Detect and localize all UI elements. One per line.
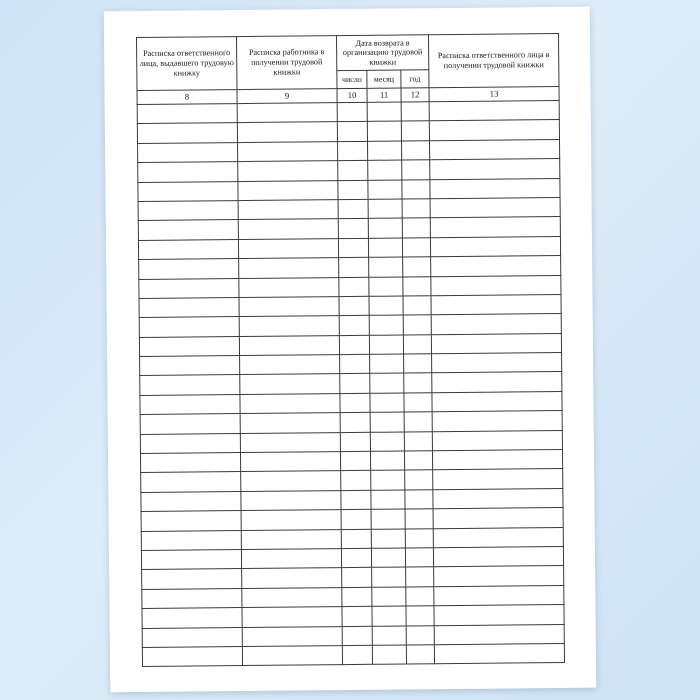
table-cell[interactable] bbox=[370, 393, 404, 413]
table-cell[interactable] bbox=[239, 316, 339, 336]
table-cell[interactable] bbox=[404, 354, 432, 374]
table-cell[interactable] bbox=[371, 490, 405, 510]
table-cell[interactable] bbox=[240, 355, 340, 375]
table-cell[interactable] bbox=[140, 414, 240, 434]
table-cell[interactable] bbox=[432, 391, 562, 412]
table-cell[interactable] bbox=[238, 238, 338, 258]
document-sheet bbox=[104, 7, 597, 693]
table-cell[interactable] bbox=[141, 550, 241, 570]
table-cell[interactable] bbox=[340, 413, 370, 433]
table-cell[interactable] bbox=[242, 646, 342, 666]
table-cell[interactable] bbox=[433, 469, 563, 490]
column-number-13: 13 bbox=[429, 86, 559, 101]
table-cell[interactable] bbox=[406, 645, 434, 665]
table-cell[interactable] bbox=[138, 162, 238, 182]
table-cell[interactable] bbox=[405, 490, 433, 510]
table-cell[interactable] bbox=[338, 180, 368, 200]
table-cell[interactable] bbox=[370, 412, 404, 432]
table-cell[interactable] bbox=[404, 431, 432, 451]
table-cell[interactable] bbox=[141, 491, 241, 511]
column-number-10: 10 bbox=[337, 88, 367, 102]
table-cell[interactable] bbox=[367, 121, 401, 141]
column-header-date-group: Дата возврата в организацию трудовой книжки bbox=[336, 35, 428, 71]
table-cell[interactable] bbox=[240, 432, 340, 452]
table-cell[interactable] bbox=[430, 159, 560, 180]
table-cell[interactable] bbox=[434, 585, 564, 606]
table-cell[interactable] bbox=[138, 220, 238, 240]
table-cell[interactable] bbox=[406, 567, 434, 587]
table-cell[interactable] bbox=[138, 142, 238, 162]
table-cell[interactable] bbox=[367, 102, 401, 122]
table-cell[interactable] bbox=[370, 432, 404, 452]
table-cell[interactable] bbox=[402, 199, 430, 219]
table-cell[interactable] bbox=[401, 141, 429, 161]
table-cell[interactable] bbox=[402, 237, 430, 257]
table-cell[interactable] bbox=[431, 314, 561, 335]
table-cell[interactable] bbox=[369, 257, 403, 277]
table-cell[interactable] bbox=[434, 566, 564, 587]
table-cell[interactable] bbox=[140, 433, 240, 453]
table-cell[interactable] bbox=[338, 160, 368, 180]
table-cell[interactable] bbox=[337, 102, 367, 122]
table-cell[interactable] bbox=[371, 548, 405, 568]
table-cell[interactable] bbox=[370, 373, 404, 393]
table-cell[interactable] bbox=[369, 335, 403, 355]
table-cell[interactable] bbox=[406, 586, 434, 606]
table-cell[interactable] bbox=[338, 199, 368, 219]
table-cell[interactable] bbox=[430, 236, 560, 257]
table-cell[interactable] bbox=[369, 296, 403, 316]
table-cell[interactable] bbox=[368, 238, 402, 258]
column-number-12: 12 bbox=[401, 88, 429, 102]
table-cell[interactable] bbox=[403, 296, 431, 316]
table-cell[interactable] bbox=[370, 451, 404, 471]
table-cell[interactable] bbox=[372, 567, 406, 587]
table-cell[interactable] bbox=[239, 258, 339, 278]
table-cell[interactable] bbox=[432, 353, 562, 374]
table-cell[interactable] bbox=[404, 393, 432, 413]
table-cell[interactable] bbox=[241, 510, 341, 530]
document-content bbox=[136, 33, 564, 665]
table-cell[interactable] bbox=[340, 451, 370, 471]
table-cell[interactable] bbox=[430, 178, 560, 199]
table-cell[interactable] bbox=[371, 470, 405, 490]
table-cell[interactable] bbox=[432, 430, 562, 451]
table-cell[interactable] bbox=[371, 529, 405, 549]
table-cell[interactable] bbox=[430, 197, 560, 218]
table-cell[interactable] bbox=[238, 161, 338, 181]
table-cell[interactable] bbox=[430, 139, 560, 160]
table-cell[interactable] bbox=[403, 334, 431, 354]
table-cell[interactable] bbox=[138, 201, 238, 221]
table-cell[interactable] bbox=[241, 529, 341, 549]
table-cell[interactable] bbox=[242, 568, 342, 588]
table-cell[interactable] bbox=[137, 104, 237, 124]
table-cell[interactable] bbox=[404, 412, 432, 432]
table-cell[interactable] bbox=[404, 373, 432, 393]
table-cell[interactable] bbox=[142, 627, 242, 647]
table-cell[interactable] bbox=[238, 141, 338, 161]
table-cell[interactable] bbox=[238, 219, 338, 239]
table-cell[interactable] bbox=[241, 471, 341, 491]
column-subheader-month: месяц bbox=[367, 70, 401, 88]
table-cell[interactable] bbox=[140, 394, 240, 414]
table-cell[interactable] bbox=[140, 356, 240, 376]
table-cell[interactable] bbox=[140, 453, 240, 473]
table-cell[interactable] bbox=[372, 606, 406, 626]
table-cell[interactable] bbox=[142, 569, 242, 589]
table-cell[interactable] bbox=[340, 393, 370, 413]
table-cell[interactable] bbox=[340, 374, 370, 394]
table-cell[interactable] bbox=[341, 529, 371, 549]
table-cell[interactable] bbox=[240, 452, 340, 472]
table-cell[interactable] bbox=[429, 120, 559, 141]
table-cell[interactable] bbox=[372, 626, 406, 646]
table-cell[interactable] bbox=[434, 605, 564, 626]
table-cell[interactable] bbox=[433, 508, 563, 529]
table-cell[interactable] bbox=[238, 200, 338, 220]
table-cell[interactable] bbox=[342, 606, 372, 626]
table-cell[interactable] bbox=[371, 509, 405, 529]
table-cell[interactable] bbox=[241, 549, 341, 569]
table-cell[interactable] bbox=[339, 316, 369, 336]
table-cell[interactable] bbox=[140, 375, 240, 395]
table-cell[interactable] bbox=[137, 123, 237, 143]
table-cell[interactable] bbox=[339, 296, 369, 316]
table-cell[interactable] bbox=[341, 471, 371, 491]
table-cell[interactable] bbox=[401, 102, 429, 122]
table-cell[interactable] bbox=[369, 315, 403, 335]
table-cell[interactable] bbox=[141, 530, 241, 550]
table-cell[interactable] bbox=[340, 432, 370, 452]
table-cell[interactable] bbox=[139, 336, 239, 356]
table-cell[interactable] bbox=[431, 275, 561, 296]
table-cell[interactable] bbox=[433, 527, 563, 548]
table-cell[interactable] bbox=[403, 315, 431, 335]
table-cell[interactable] bbox=[406, 625, 434, 645]
table-cell[interactable] bbox=[433, 546, 563, 567]
table-cell[interactable] bbox=[337, 122, 367, 142]
table-cell[interactable] bbox=[430, 217, 560, 238]
table-cell[interactable] bbox=[138, 239, 238, 259]
table-cell[interactable] bbox=[240, 393, 340, 413]
column-header-9: Расписка работника в получении трудовой книжки bbox=[236, 36, 337, 90]
table-cell[interactable] bbox=[403, 276, 431, 296]
table-cell[interactable] bbox=[239, 335, 339, 355]
table-cell[interactable] bbox=[341, 490, 371, 510]
column-number-8: 8 bbox=[137, 90, 237, 105]
table-cell[interactable] bbox=[405, 509, 433, 529]
table-cell[interactable] bbox=[434, 643, 564, 664]
table-cell[interactable] bbox=[368, 180, 402, 200]
table-cell[interactable] bbox=[142, 608, 242, 628]
table-header-row bbox=[136, 33, 558, 72]
table-cell[interactable] bbox=[432, 372, 562, 393]
table-cell[interactable] bbox=[431, 294, 561, 315]
table-cell[interactable] bbox=[238, 180, 338, 200]
table-cell[interactable] bbox=[405, 548, 433, 568]
table-cell[interactable] bbox=[139, 317, 239, 337]
table-cell[interactable] bbox=[402, 160, 430, 180]
table-cell[interactable] bbox=[242, 587, 342, 607]
table-cell[interactable] bbox=[142, 588, 242, 608]
table-cell[interactable] bbox=[138, 181, 238, 201]
table-cell[interactable] bbox=[139, 297, 239, 317]
table-cell[interactable] bbox=[372, 645, 406, 665]
column-subheader-day: число bbox=[337, 71, 367, 89]
column-header-8: Расписка ответственного лица, выдавшего трудовую книжку bbox=[136, 37, 237, 91]
table-cell[interactable] bbox=[368, 141, 402, 161]
table-cell[interactable] bbox=[242, 626, 342, 646]
table-cell[interactable] bbox=[239, 297, 339, 317]
table-cell[interactable] bbox=[239, 277, 339, 297]
table-cell[interactable] bbox=[338, 141, 368, 161]
column-number-11: 11 bbox=[367, 88, 401, 102]
table-cell[interactable] bbox=[405, 470, 433, 490]
table-cell[interactable] bbox=[401, 121, 429, 141]
table-cell[interactable] bbox=[368, 160, 402, 180]
table-cell[interactable] bbox=[431, 333, 561, 354]
table-cell[interactable] bbox=[432, 449, 562, 470]
table-cell[interactable] bbox=[241, 490, 341, 510]
table-cell[interactable] bbox=[370, 354, 404, 374]
records-table bbox=[136, 33, 565, 667]
table-cell[interactable] bbox=[139, 259, 239, 279]
table-cell[interactable] bbox=[341, 548, 371, 568]
table-cell[interactable] bbox=[405, 528, 433, 548]
table-cell[interactable] bbox=[339, 257, 369, 277]
table-cell[interactable] bbox=[338, 238, 368, 258]
table-cell[interactable] bbox=[402, 218, 430, 238]
table-cell[interactable] bbox=[342, 587, 372, 607]
table-cell[interactable] bbox=[342, 626, 372, 646]
table-cell[interactable] bbox=[240, 413, 340, 433]
table-cell[interactable] bbox=[403, 257, 431, 277]
table-cell[interactable] bbox=[338, 219, 368, 239]
table-cell[interactable] bbox=[369, 277, 403, 297]
table-cell[interactable] bbox=[142, 646, 242, 666]
table-cell[interactable] bbox=[341, 510, 371, 530]
table-cell[interactable] bbox=[141, 511, 241, 531]
table-row[interactable] bbox=[142, 643, 564, 666]
table-cell[interactable] bbox=[404, 451, 432, 471]
table-cell[interactable] bbox=[237, 122, 337, 142]
column-header-13: Расписка ответственного лица в получении трудовой книжки bbox=[428, 33, 559, 87]
table-cell[interactable] bbox=[139, 278, 239, 298]
table-cell[interactable] bbox=[240, 374, 340, 394]
table-cell[interactable] bbox=[431, 256, 561, 277]
table-cell[interactable] bbox=[141, 472, 241, 492]
table-cell[interactable] bbox=[339, 335, 369, 355]
table-cell[interactable] bbox=[339, 277, 369, 297]
table-cell[interactable] bbox=[433, 488, 563, 509]
table-cell[interactable] bbox=[432, 411, 562, 432]
table-cell[interactable] bbox=[242, 607, 342, 627]
table-cell[interactable] bbox=[342, 645, 372, 665]
table-cell[interactable] bbox=[429, 100, 559, 121]
column-number-9: 9 bbox=[237, 89, 337, 104]
table-cell[interactable] bbox=[434, 624, 564, 645]
table-cell[interactable] bbox=[368, 199, 402, 219]
table-cell[interactable] bbox=[406, 606, 434, 626]
column-subheader-year: год bbox=[401, 70, 429, 88]
table-cell[interactable] bbox=[340, 354, 370, 374]
table-cell[interactable] bbox=[237, 103, 337, 123]
table-cell[interactable] bbox=[368, 218, 402, 238]
table-cell[interactable] bbox=[342, 568, 372, 588]
table-cell[interactable] bbox=[402, 179, 430, 199]
table-cell[interactable] bbox=[372, 587, 406, 607]
